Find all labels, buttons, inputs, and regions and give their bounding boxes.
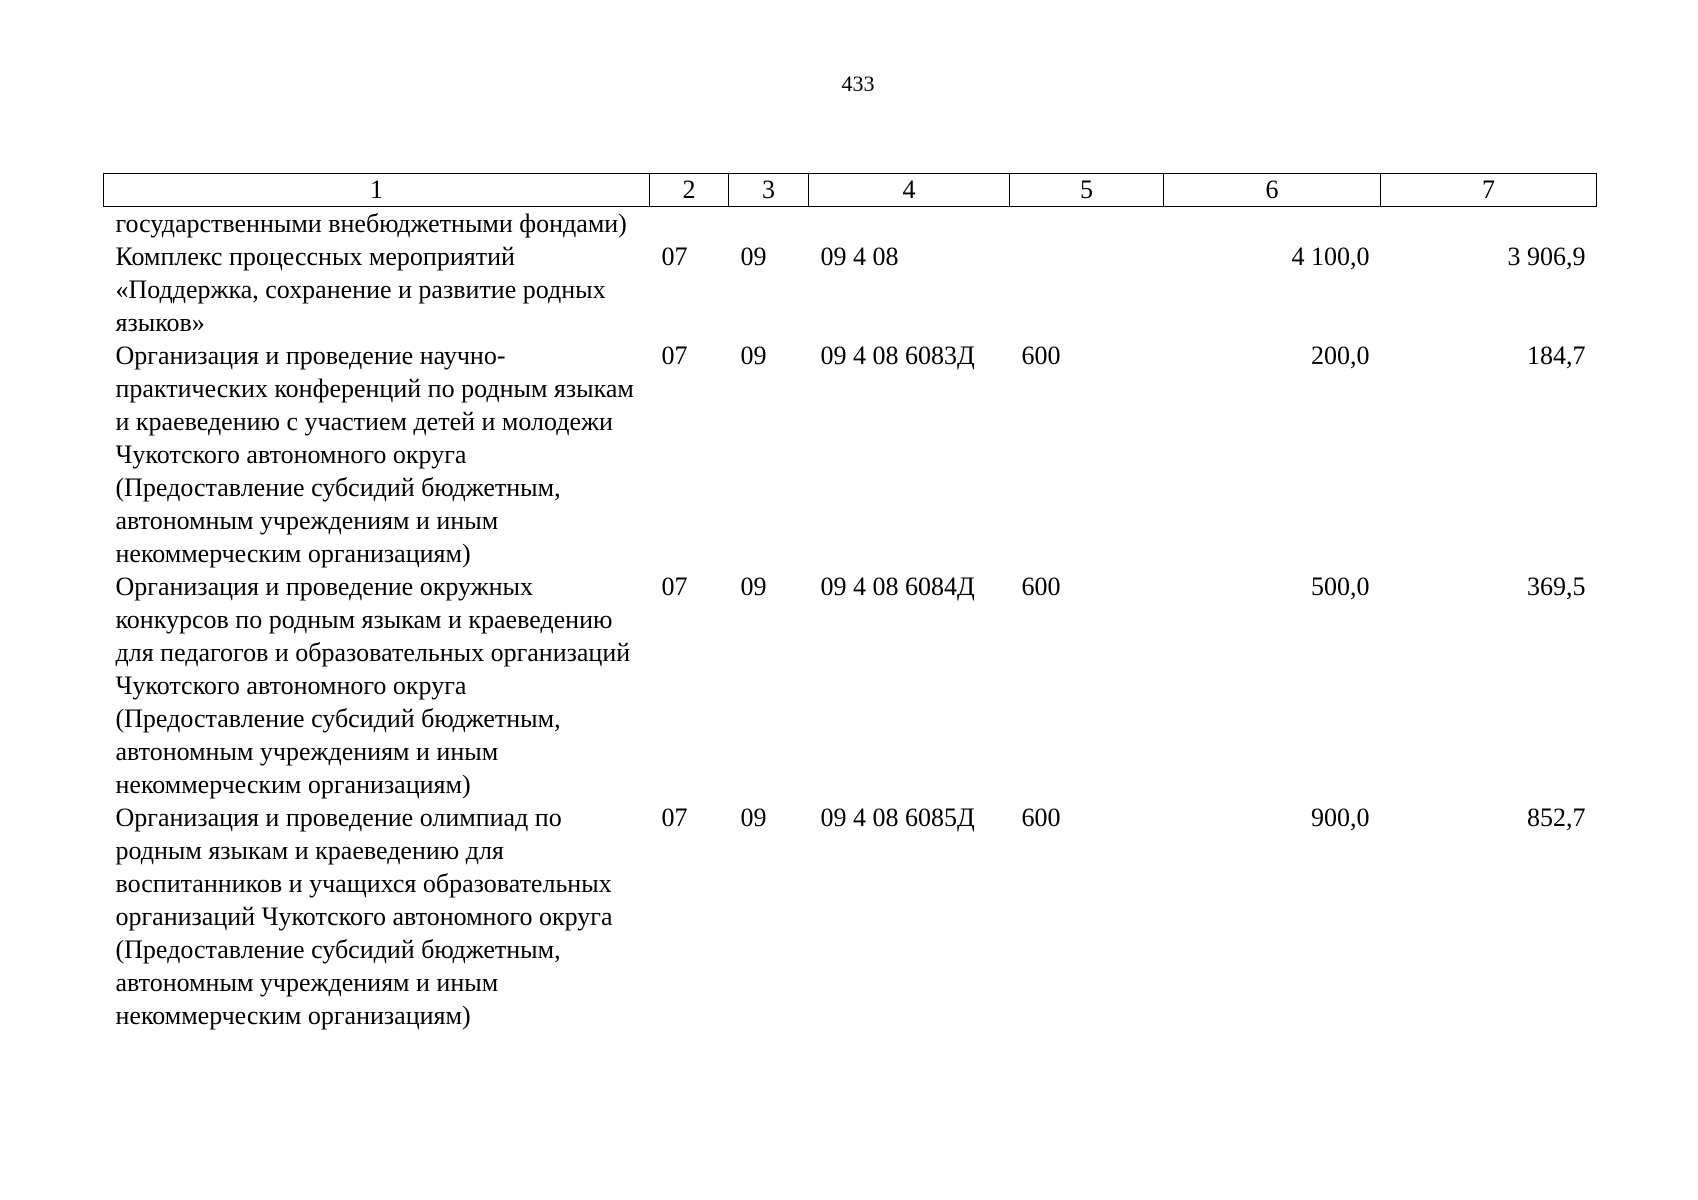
table-body bbox=[104, 207, 1597, 1033]
table-row bbox=[104, 570, 1597, 801]
row-amount-executed: 184,7 bbox=[1527, 341, 1586, 370]
row-name: Комплекс процессных мероприятий «Поддержка, сохранение и развитие родных языков» bbox=[115, 242, 606, 337]
row-subsection bbox=[729, 207, 809, 241]
row-amount-executed: 3 906,9 bbox=[1507, 242, 1586, 271]
row-target-article: 09 4 08 6083Д bbox=[820, 341, 975, 370]
row-section: 07 bbox=[661, 341, 688, 370]
row-subsection: 09 bbox=[740, 803, 767, 832]
row-amount-planned: 500,0 bbox=[1311, 572, 1370, 601]
row-amount-executed: 369,5 bbox=[1527, 572, 1586, 601]
row-amount-planned: 200,0 bbox=[1311, 341, 1370, 370]
column-header-7: 7 bbox=[1381, 174, 1597, 207]
page-number: 433 bbox=[841, 71, 875, 96]
column-header-3: 3 bbox=[729, 174, 809, 207]
row-target-article: 09 4 08 6085Д bbox=[820, 803, 975, 832]
row-amount-planned: 4 100,0 bbox=[1291, 242, 1370, 271]
table-row bbox=[104, 240, 1597, 339]
row-section bbox=[650, 207, 729, 241]
row-expense-type: 600 bbox=[1021, 341, 1061, 370]
row-target-article: 09 4 08 bbox=[820, 242, 899, 271]
row-name: государственными внебюджетными фондами) bbox=[115, 209, 627, 238]
table-header bbox=[104, 174, 1597, 207]
row-expense-type: 600 bbox=[1021, 572, 1061, 601]
row-name: Организация и проведение окружных конкурсов по родным языкам и краеведению для педагогов и образовательных организаций Чукотского автономного округа (Предоставление субсидий бюджетным, автономным учреждениям и иным некоммерческим организациям) bbox=[115, 572, 631, 799]
column-header-6: 6 bbox=[1164, 174, 1381, 207]
row-subsection: 09 bbox=[740, 242, 767, 271]
row-name: Организация и проведение научно-практических конференций по родным языкам и краеведению с участием детей и молодежи Чукотского автономного округа (Предоставление субсидий бюджетным, автономным учреждениям и иным некоммерческим организациям) bbox=[115, 341, 634, 568]
row-target-article: 09 4 08 6084Д bbox=[820, 572, 975, 601]
column-header-5: 5 bbox=[1010, 174, 1164, 207]
budget-table bbox=[103, 173, 1597, 1032]
row-amount-planned: 900,0 bbox=[1311, 803, 1370, 832]
row-section: 07 bbox=[661, 803, 688, 832]
column-header-4: 4 bbox=[809, 174, 1010, 207]
table-row bbox=[104, 207, 1597, 241]
header-row bbox=[104, 174, 1597, 207]
column-header-2: 2 bbox=[650, 174, 729, 207]
row-name: Организация и проведение олимпиад по родным языкам и краеведению для воспитанников и учащихся образовательных организаций Чукотского автономного округа (Предоставление субсидий бюджетным, автономным учреждениям и иным некоммерческим организациям) bbox=[115, 803, 613, 1030]
row-amount-planned bbox=[1164, 207, 1381, 241]
row-expense-type bbox=[1010, 207, 1164, 241]
row-target-article bbox=[809, 207, 1010, 241]
row-amount-executed bbox=[1381, 207, 1597, 241]
row-section: 07 bbox=[661, 242, 688, 271]
table-row bbox=[104, 339, 1597, 570]
row-expense-type: 600 bbox=[1021, 803, 1061, 832]
row-subsection: 09 bbox=[740, 572, 767, 601]
table-row bbox=[104, 801, 1597, 1032]
column-header-1: 1 bbox=[104, 174, 650, 207]
row-subsection: 09 bbox=[740, 341, 767, 370]
row-expense-type bbox=[1010, 240, 1164, 339]
row-section: 07 bbox=[661, 572, 688, 601]
row-amount-executed: 852,7 bbox=[1527, 803, 1586, 832]
